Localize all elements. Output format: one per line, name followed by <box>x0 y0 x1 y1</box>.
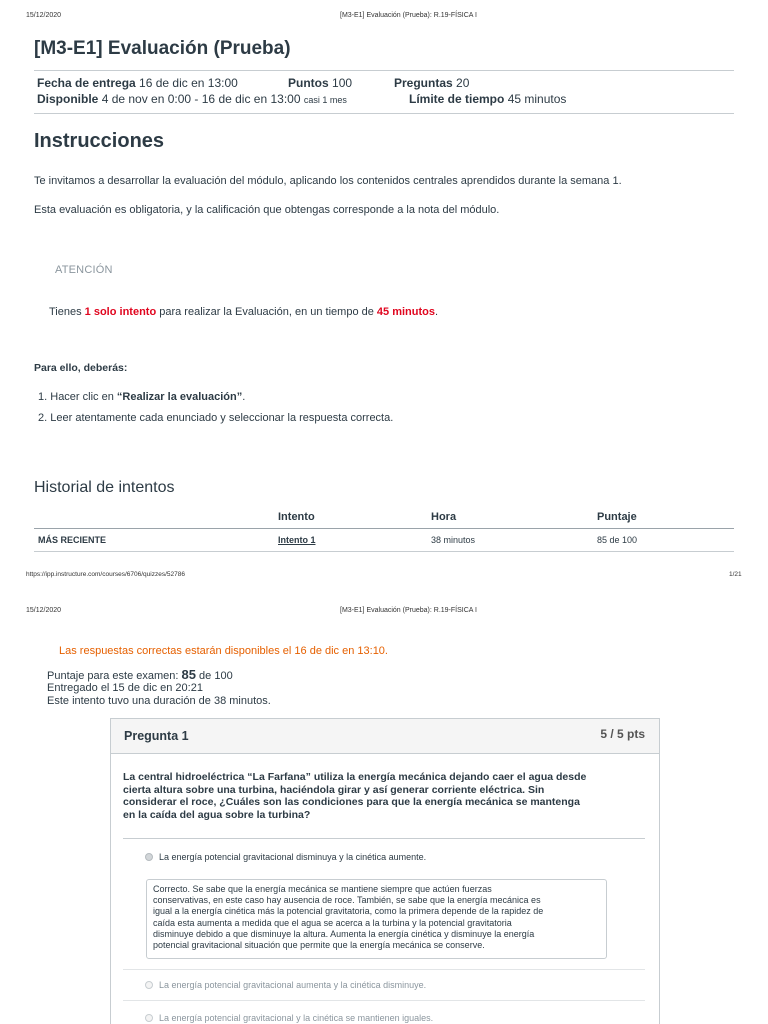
attention-text <box>49 306 438 318</box>
divider <box>123 838 645 839</box>
due-value: 16 de dic en 13:00 <box>139 76 238 90</box>
step-number: 1. <box>38 391 48 403</box>
available-label: Disponible <box>37 92 99 106</box>
score-suffix: de 100 <box>196 670 233 682</box>
score-prefix: Puntaje para este examen: <box>47 670 182 682</box>
answer-option[interactable] <box>145 1013 433 1023</box>
step-text: . <box>242 391 246 403</box>
divider <box>34 113 734 114</box>
availability <box>37 92 347 106</box>
column-header-attempt: Intento <box>278 511 315 523</box>
answer-text: La energía potencial gravitacional y la cinética se mantienen iguales. <box>159 1013 434 1023</box>
table-row-divider <box>34 551 734 552</box>
column-header-score: Puntaje <box>597 511 637 523</box>
divider <box>123 1000 645 1001</box>
attention-text-part: . <box>435 306 439 318</box>
instructions-heading: Instrucciones <box>34 130 165 152</box>
radio-selected-icon[interactable] <box>145 853 153 861</box>
available-value: 4 de nov en 0:00 - 16 de dic en 13:00 <box>101 92 301 106</box>
score-value: 85 <box>181 667 196 682</box>
step-text: Leer atentamente cada enunciado y seleccionar la respuesta correcta. <box>50 412 394 424</box>
history-row-score: 85 de 100 <box>597 535 638 545</box>
answer-text: La energía potencial gravitacional aumenta y la cinética disminuye. <box>159 980 427 990</box>
step-item <box>38 391 245 403</box>
divider <box>34 70 734 71</box>
divider <box>123 969 645 970</box>
due-date <box>37 76 238 90</box>
instructions-paragraph-1: Te invitamos a desarrollar la evaluación del módulo, aplicando los contenidos centrales aprendidos durante la semana 1. <box>34 175 622 187</box>
time-highlight: 45 minutos <box>376 306 435 318</box>
feedback-line: igual a la energía cinética más la potencial gravitatoria, como la primera depende de la rapidez de <box>153 906 544 917</box>
question-text-line: La central hidroeléctrica “La Farfana” utiliza la energía mecánica dejando caer el agua desde <box>123 771 587 783</box>
question-text-line: en la caída del agua sobre la turbina? <box>123 808 311 821</box>
answer-feedback <box>146 879 607 959</box>
question-text-line: considerar el roce, ¿Cuáles son las condiciones para que la energía mecánica se mantenga <box>123 796 580 808</box>
history-heading: Historial de intentos <box>34 479 175 496</box>
time-limit <box>409 92 566 106</box>
questions-value: 20 <box>456 76 470 90</box>
feedback-line: caída esta aumenta a medida que el agua se acerca a la turbina y la potencial gravitatoria <box>153 917 512 928</box>
exam-score <box>47 667 233 682</box>
points-label: Puntos <box>288 76 329 90</box>
column-header-time: Hora <box>431 511 457 523</box>
feedback-line: disminuye debido a que disminuye la altura. Aumenta la energía cinética y disminuye la energía <box>153 928 535 939</box>
attention-text-part: Tienes <box>49 306 85 318</box>
attempt-duration: Este intento tuvo una duración de 38 minutos. <box>47 695 271 707</box>
question-card <box>110 718 660 1024</box>
radio-icon[interactable] <box>145 1014 153 1022</box>
time-limit-label: Límite de tiempo <box>409 92 505 106</box>
print-date: 15/12/2020 <box>26 12 62 19</box>
submitted-date: Entregado el 15 de dic en 20:21 <box>47 682 203 694</box>
quiz-title: [M3-E1] Evaluación (Prueba) <box>34 38 291 59</box>
table-header-divider <box>34 528 734 529</box>
question-text-line: cierta altura sobre una turbina, haciéndola girar y así generar corriente eléctrica. Sin <box>123 783 545 796</box>
question-title: Pregunta 1 <box>124 729 189 743</box>
history-row-label: MÁS RECIENTE <box>38 535 107 545</box>
question-text <box>123 771 586 821</box>
attempt-link[interactable]: Intento 1 <box>278 535 316 545</box>
instructions-paragraph-2: Esta evaluación es obligatoria, y la calificación que obtengas corresponde a la nota del módulo. <box>34 204 500 216</box>
attention-label: ATENCIÓN <box>55 264 113 276</box>
footer-url: https://ipp.instructure.com/courses/6706/quizzes/52786 <box>26 571 185 578</box>
step-text: Hacer clic en <box>50 391 117 403</box>
available-note: casi 1 mes <box>303 95 347 105</box>
answers-availability-notice: Las respuestas correctas estarán disponibles el 16 de dic en 13:10. <box>59 645 388 657</box>
answer-option-selected[interactable] <box>145 852 426 862</box>
feedback-line: potencial gravitacional situación que permite que la energía mecánica se conserve. <box>153 940 485 951</box>
questions-label: Preguntas <box>394 76 453 90</box>
attempts-highlight: 1 solo intento <box>84 306 157 318</box>
step-bold-text: “Realizar la evaluación” <box>116 391 243 403</box>
print-header-title: [M3-E1] Evaluación (Prueba): R.19-FÍSICA I <box>340 12 477 19</box>
print-header-title: [M3-E1] Evaluación (Prueba): R.19-FÍSICA I <box>340 607 477 614</box>
time-limit-value: 45 minutos <box>507 92 567 106</box>
history-row-time: 38 minutos <box>431 535 476 545</box>
due-label: Fecha de entrega <box>37 76 136 90</box>
radio-icon[interactable] <box>145 981 153 989</box>
points <box>288 76 352 90</box>
question-points: 5 / 5 pts <box>600 727 645 741</box>
points-value: 100 <box>332 76 353 90</box>
step-item <box>38 412 393 424</box>
question-header <box>111 719 659 754</box>
footer-page-number: 1/21 <box>729 571 742 578</box>
feedback-line: conservativas, en este caso hay ausencia de roce. También, se sabe que la energía mecánica es <box>153 895 541 906</box>
feedback-line: Correcto. Se sabe que la energía mecánica se mantiene siempre que actúen fuerzas <box>153 884 492 894</box>
steps-heading: Para ello, deberás: <box>34 362 128 374</box>
attention-text-part: para realizar la Evaluación, en un tiempo de <box>156 306 377 318</box>
step-number: 2. <box>38 412 48 424</box>
answer-option[interactable] <box>145 980 426 990</box>
print-date: 15/12/2020 <box>26 607 62 614</box>
questions <box>394 76 469 90</box>
answer-text: La energía potencial gravitacional disminuya y la cinética aumente. <box>159 852 427 862</box>
